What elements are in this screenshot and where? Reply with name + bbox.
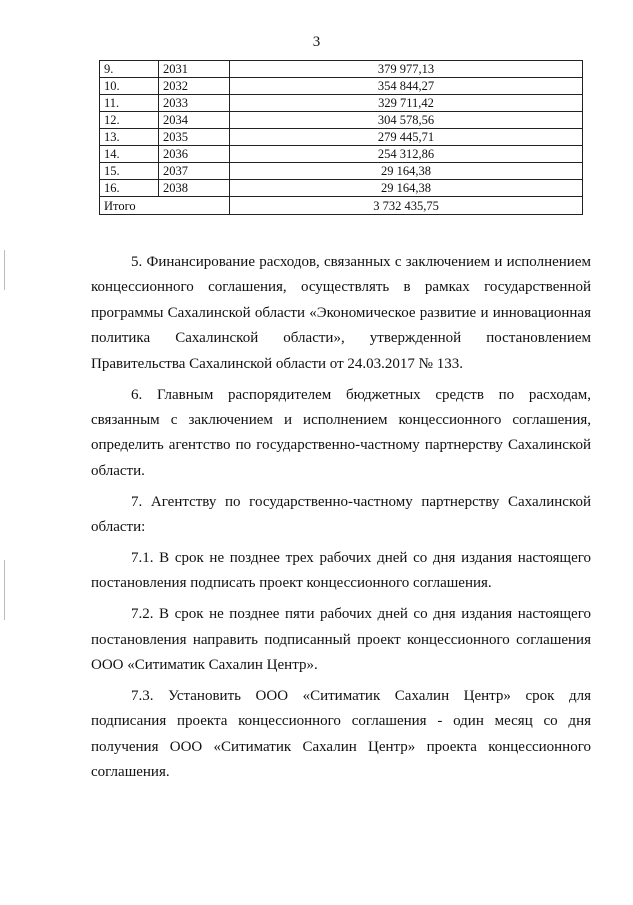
row-amount: 379 977,13	[230, 61, 583, 78]
paragraph-6-budget-manager: 6. Главным распорядителем бюджетных средств по расходам, связанным с заключением и исполнением концессионного соглашения, определить агентство по государственно-частному партнерству Сахалинской области.	[91, 386, 591, 479]
paragraph-7-2: 7.2. В срок не позднее пяти рабочих дней со дня издания настоящего постановления направить подписанный проект концессионного соглашения ООО «Ситиматик Сахалин Центр».	[91, 606, 591, 674]
paragraph-7-3: 7.3. Установить ООО «Ситиматик Сахалин Центр» срок для подписания проекта концессионного соглашения - один месяц со дня получения ООО «Ситиматик Сахалин Центр» проекта концессионного соглашения.	[91, 688, 591, 781]
row-amount: 329 711,42	[230, 95, 583, 112]
table-row	[100, 146, 583, 163]
row-amount: 354 844,27	[230, 78, 583, 95]
row-year: 2031	[159, 61, 230, 78]
row-number: 13.	[100, 129, 159, 146]
page-number: 3	[312, 34, 321, 50]
row-year: 2037	[159, 163, 230, 180]
row-year: 2033	[159, 95, 230, 112]
paragraph-7-agency: 7. Агентству по государственно-частному партнерству Сахалинской области:	[91, 493, 591, 536]
table-row	[100, 129, 583, 146]
table-row	[100, 112, 583, 129]
row-number: 15.	[100, 163, 159, 180]
table-row	[100, 163, 583, 180]
row-number: 14.	[100, 146, 159, 163]
row-amount: 304 578,56	[230, 112, 583, 129]
scan-margin-mark-bottom	[4, 560, 5, 620]
payment-schedule-table	[99, 60, 583, 215]
row-number: 10.	[100, 78, 159, 95]
row-amount: 254 312,86	[230, 146, 583, 163]
row-amount: 29 164,38	[230, 163, 583, 180]
table-row	[100, 78, 583, 95]
row-year: 2032	[159, 78, 230, 95]
table-row	[100, 95, 583, 112]
total-amount: 3 732 435,75	[230, 197, 583, 215]
total-label: Итого	[100, 197, 230, 215]
row-number: 11.	[100, 95, 159, 112]
scan-margin-mark-top	[4, 250, 5, 290]
row-year: 2038	[159, 180, 230, 197]
row-number: 16.	[100, 180, 159, 197]
row-year: 2036	[159, 146, 230, 163]
row-amount: 279 445,71	[230, 129, 583, 146]
paragraph-7-1: 7.1. В срок не позднее трех рабочих дней со дня издания настоящего постановления подписать проект концессионного соглашения.	[91, 549, 591, 592]
paragraph-5-financing: 5. Финансирование расходов, связанных с заключением и исполнением концессионного соглашения, осуществлять в рамках государственной программы Сахалинской области «Экономическое развитие и инновационная политика Сахалинской области», утвержденной постановлением Правительства Сахалинской области от 24.03.2017 № 133.	[91, 254, 591, 372]
table-total-row	[100, 197, 583, 215]
table-row	[100, 180, 583, 197]
row-year: 2034	[159, 112, 230, 129]
row-number: 9.	[100, 61, 159, 78]
table-row	[100, 61, 583, 78]
document-body	[91, 250, 591, 791]
row-number: 12.	[100, 112, 159, 129]
row-year: 2035	[159, 129, 230, 146]
row-amount: 29 164,38	[230, 180, 583, 197]
